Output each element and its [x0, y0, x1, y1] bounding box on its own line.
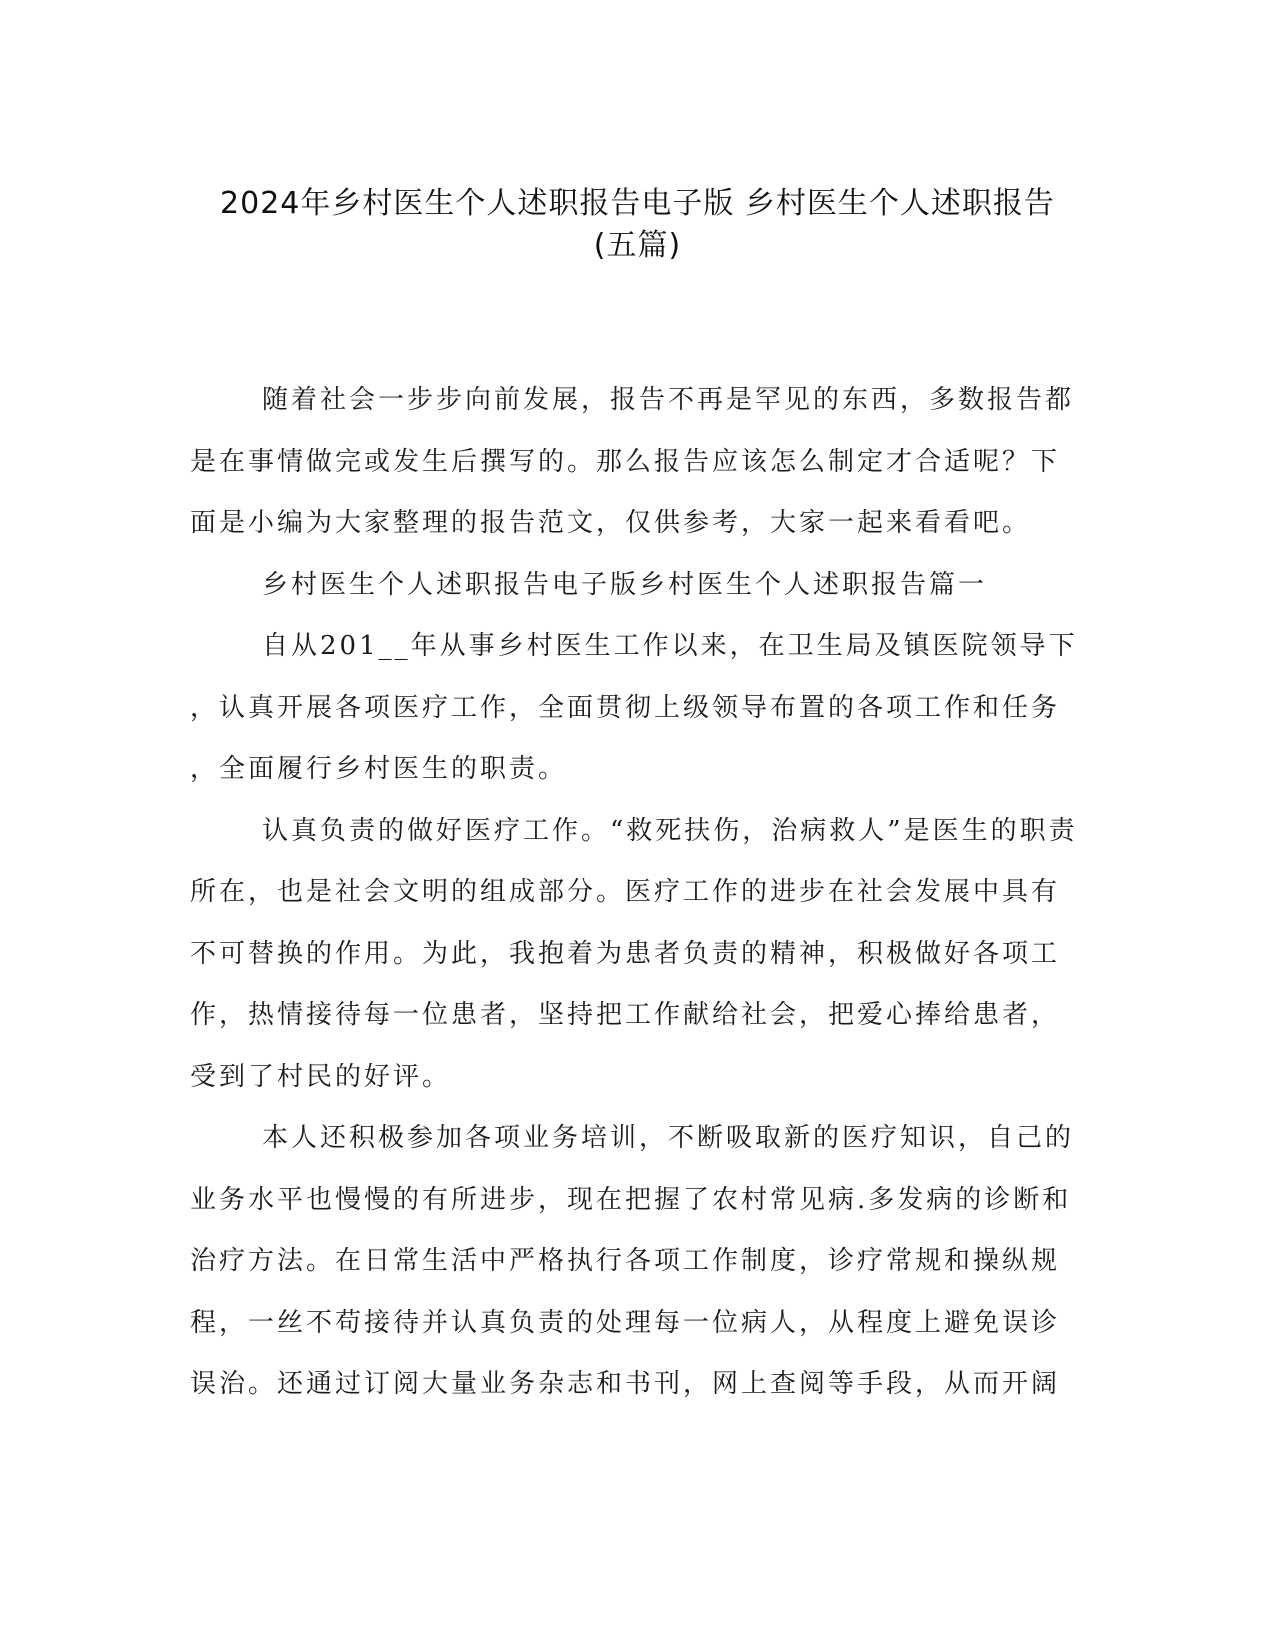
section-heading [190, 555, 1090, 617]
paragraph-line: 自从201__年从事乡村医生工作以来，在卫生局及镇医院领导下 [262, 631, 1078, 661]
paragraph-line: 作，热情接待每一位患者，坚持把工作献给社会，把爱心捧给患者， [190, 1000, 1061, 1030]
paragraph-line: 不可替换的作用。为此，我抱着为患者负责的精神，积极做好各项工 [190, 938, 1061, 969]
paragraph-line: 是在事情做完或发生后撰写的。那么报告应该怎么制定才合适呢？下 [190, 446, 1061, 477]
paragraph-medical-work [190, 801, 1090, 1109]
title-line-1: 2024年乡村医生个人述职报告电子版 乡村医生个人述职报告 [220, 186, 1055, 221]
paragraph-line: 程，一丝不苟接待并认真负责的处理每一位病人，从程度上避免误诊 [190, 1307, 1061, 1338]
paragraph-line: 本人还积极参加各项业务培训，不断吸取新的医疗知识，自己的 [262, 1123, 1075, 1153]
title-line-2: (五篇) [593, 228, 682, 263]
document-body [190, 370, 1090, 1416]
paragraph-line: ，全面履行乡村医生的职责。 [190, 754, 568, 784]
paragraph-training [190, 1108, 1090, 1416]
paragraph-line: 随着社会一步步向前发展，报告不再是罕见的东西，多数报告都 [262, 385, 1075, 415]
paragraph-line: 误治。还通过订阅大量业务杂志和书刊，网上查阅等手段，从而开阔 [190, 1369, 1061, 1399]
paragraph-line: 业务水平也慢慢的有所进步，现在把握了农村常见病.多发病的诊断和 [190, 1184, 1072, 1215]
paragraph-line: 乡村医生个人述职报告电子版乡村医生个人述职报告篇一 [262, 569, 988, 600]
paragraph-line: ，认真开展各项医疗工作，全面贯彻上级领导布置的各项工作和任务 [190, 692, 1061, 723]
paragraph-line: 认真负责的做好医疗工作。“救死扶伤，治病救人”是医生的职责 [262, 815, 1078, 846]
paragraph-line: 治疗方法。在日常生活中严格执行各项工作制度，诊疗常规和操纵规 [190, 1246, 1061, 1276]
paragraph-line: 受到了村民的好评。 [190, 1061, 452, 1092]
paragraph-line: 面是小编为大家整理的报告范文，仅供参考，大家一起来看看吧。 [190, 508, 1032, 538]
paragraph-line: 所在，也是社会文明的组成部分。医疗工作的进步在社会发展中具有 [190, 877, 1061, 907]
paragraph-intro [190, 370, 1090, 555]
paragraph-since [190, 616, 1090, 801]
document-title [150, 183, 1125, 267]
